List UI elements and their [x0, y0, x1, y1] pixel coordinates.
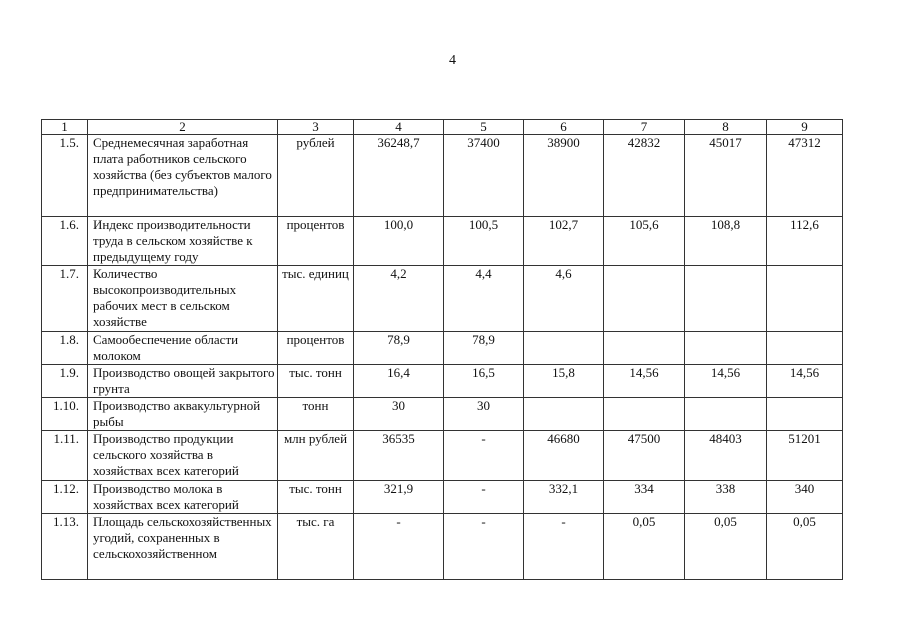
value-cell: 51201 — [767, 431, 843, 481]
value-cell: 4,4 — [444, 266, 524, 332]
header-cell: 4 — [354, 120, 444, 135]
page-number: 4 — [449, 53, 456, 68]
header-cell: 8 — [685, 120, 767, 135]
value-cell: 340 — [767, 481, 843, 514]
value-cell: 47500 — [604, 431, 685, 481]
value-cell: 102,7 — [524, 217, 604, 266]
value-cell: 4,2 — [354, 266, 444, 332]
table-row — [42, 481, 843, 514]
header-cell: 2 — [88, 120, 278, 135]
header-cell: 7 — [604, 120, 685, 135]
value-cell — [685, 266, 767, 332]
value-cell: 332,1 — [524, 481, 604, 514]
value-cell: 48403 — [685, 431, 767, 481]
value-cell: 105,6 — [604, 217, 685, 266]
indicator-name: Производство продукции сельского хозяйства в хозяйствах всех категорий — [88, 431, 278, 481]
row-number: 1.9. — [42, 365, 88, 398]
header-cell: 1 — [42, 120, 88, 135]
value-cell: - — [524, 514, 604, 580]
indicators-table — [41, 119, 843, 580]
value-cell — [604, 332, 685, 365]
value-cell: 321,9 — [354, 481, 444, 514]
value-cell — [685, 332, 767, 365]
value-cell: 0,05 — [604, 514, 685, 580]
header-cell: 3 — [278, 120, 354, 135]
row-number: 1.10. — [42, 398, 88, 431]
table-row — [42, 217, 843, 266]
unit-cell: процентов — [278, 217, 354, 266]
indicator-name: Производство молока в хозяйствах всех категорий — [88, 481, 278, 514]
indicator-name: Производство овощей закрытого грунта — [88, 365, 278, 398]
value-cell: 36248,7 — [354, 135, 444, 217]
table-row — [42, 514, 843, 580]
value-cell: 14,56 — [604, 365, 685, 398]
value-cell — [767, 266, 843, 332]
value-cell: 45017 — [685, 135, 767, 217]
unit-cell: тыс. единиц — [278, 266, 354, 332]
value-cell: 30 — [354, 398, 444, 431]
table-row — [42, 398, 843, 431]
indicator-name: Площадь сельскохозяйственных угодий, сохраненных в сельскохозяйственном — [88, 514, 278, 580]
value-cell: 78,9 — [354, 332, 444, 365]
header-row — [42, 120, 843, 135]
unit-cell: тыс. тонн — [278, 481, 354, 514]
value-cell: 30 — [444, 398, 524, 431]
table-row — [42, 431, 843, 481]
table-body — [42, 135, 843, 580]
table-row — [42, 365, 843, 398]
value-cell: 14,56 — [685, 365, 767, 398]
value-cell — [524, 398, 604, 431]
value-cell — [604, 398, 685, 431]
value-cell: - — [444, 431, 524, 481]
indicator-name: Количество высокопроизводительных рабочих мест в сельском хозяйстве — [88, 266, 278, 332]
unit-cell: тыс. тонн — [278, 365, 354, 398]
value-cell: 338 — [685, 481, 767, 514]
table-row — [42, 332, 843, 365]
row-number: 1.13. — [42, 514, 88, 580]
indicator-name: Производство аквакультурной рыбы — [88, 398, 278, 431]
value-cell: 4,6 — [524, 266, 604, 332]
value-cell: 100,0 — [354, 217, 444, 266]
value-cell: 42832 — [604, 135, 685, 217]
row-number: 1.11. — [42, 431, 88, 481]
table-row — [42, 266, 843, 332]
header-cell: 6 — [524, 120, 604, 135]
unit-cell: тыс. га — [278, 514, 354, 580]
value-cell — [767, 332, 843, 365]
value-cell: 108,8 — [685, 217, 767, 266]
unit-cell: рублей — [278, 135, 354, 217]
row-number: 1.8. — [42, 332, 88, 365]
value-cell: 14,56 — [767, 365, 843, 398]
header-cell: 9 — [767, 120, 843, 135]
unit-cell: процентов — [278, 332, 354, 365]
value-cell: 38900 — [524, 135, 604, 217]
value-cell: 15,8 — [524, 365, 604, 398]
indicator-name: Среднемесячная заработная плата работников сельского хозяйства (без субъектов малого предпринимательства) — [88, 135, 278, 217]
header-cell: 5 — [444, 120, 524, 135]
row-number: 1.7. — [42, 266, 88, 332]
value-cell: 16,4 — [354, 365, 444, 398]
value-cell: 0,05 — [685, 514, 767, 580]
value-cell: 100,5 — [444, 217, 524, 266]
value-cell: 37400 — [444, 135, 524, 217]
value-cell: - — [444, 481, 524, 514]
value-cell: - — [444, 514, 524, 580]
indicator-name: Индекс производительности труда в сельском хозяйстве к предыдущему году — [88, 217, 278, 266]
row-number: 1.5. — [42, 135, 88, 217]
indicator-name: Самообеспечение области молоком — [88, 332, 278, 365]
value-cell — [524, 332, 604, 365]
value-cell: 16,5 — [444, 365, 524, 398]
value-cell: 46680 — [524, 431, 604, 481]
row-number: 1.12. — [42, 481, 88, 514]
value-cell: 112,6 — [767, 217, 843, 266]
value-cell: 78,9 — [444, 332, 524, 365]
row-number: 1.6. — [42, 217, 88, 266]
table-row — [42, 135, 843, 217]
value-cell: - — [354, 514, 444, 580]
value-cell — [767, 398, 843, 431]
value-cell — [604, 266, 685, 332]
unit-cell: тонн — [278, 398, 354, 431]
value-cell: 0,05 — [767, 514, 843, 580]
table-header — [42, 120, 843, 135]
value-cell: 36535 — [354, 431, 444, 481]
unit-cell: млн рублей — [278, 431, 354, 481]
value-cell — [685, 398, 767, 431]
value-cell: 47312 — [767, 135, 843, 217]
value-cell: 334 — [604, 481, 685, 514]
